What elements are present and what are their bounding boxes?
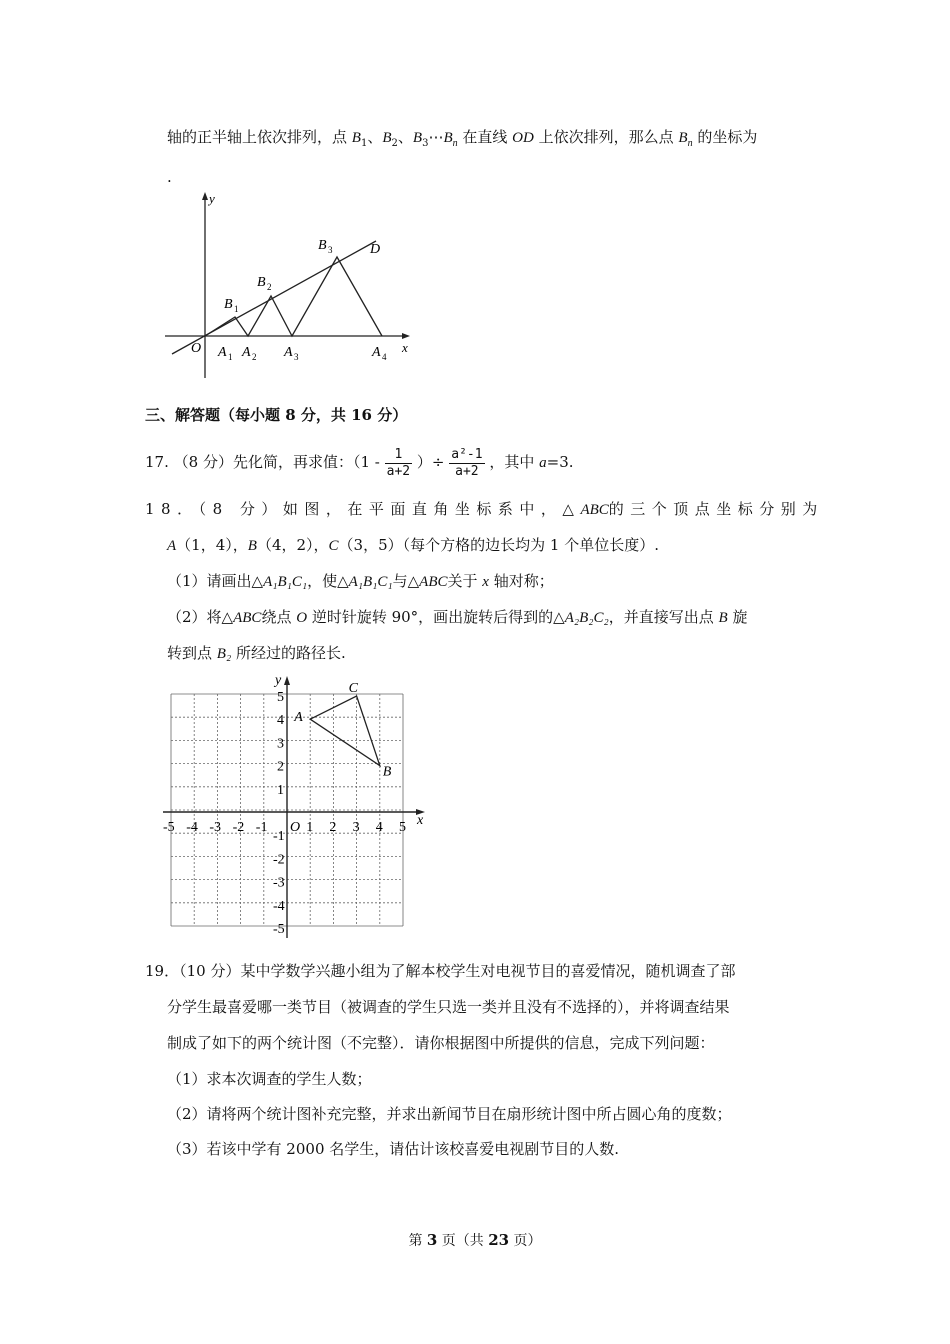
b2-label — [257, 275, 272, 292]
y-tick-label: -4 — [273, 898, 285, 914]
triangle-abc — [310, 696, 380, 766]
a1-label — [217, 345, 233, 362]
x-tick-label: -1 — [255, 820, 268, 835]
fraction-2: $\frac{\text{a²-1}}{a+2}$ — [451, 446, 483, 479]
question-19-part3: （3）若该中学有 2000 名学生，请估计该校喜爱电视剧节目的人数. — [167, 1140, 620, 1158]
svg-text:4: 4 — [382, 352, 387, 362]
question-17: 17. （8 分）先化简，再求值：（1 - $\frac{1}{a+2}$ ）÷ $\frac{\text{a²-1}}{a+2}$ ，其中 a=3. — [145, 446, 574, 479]
total-pages: 23 — [488, 1231, 510, 1249]
origin-label: O — [191, 341, 202, 356]
question-19-part1: （1）求本次调查的学生人数； — [167, 1070, 372, 1088]
grid-origin-label: O — [290, 820, 301, 835]
x-axis-arrow-icon — [402, 333, 410, 339]
svg-text:2: 2 — [252, 352, 257, 362]
svg-text:2: 2 — [267, 282, 272, 292]
d-label: D — [370, 242, 381, 257]
point-a-label: A — [294, 710, 303, 726]
x-tick-label: 4 — [375, 820, 383, 835]
y-tick-label: 5 — [277, 690, 284, 705]
svg-text:1: 1 — [228, 352, 233, 362]
grid-y-arrow-icon — [284, 676, 290, 685]
grid-x-label: x — [417, 813, 424, 828]
question-19-line1: 19．（10 分）某中学数学兴趣小组为了解本校学生对电视节目的喜爱情况，随机调查了部 — [145, 962, 736, 980]
question-19-line3: 制成了如下的两个统计图（不完整）．请你根据图中所提供的信息，完成下列问题： — [167, 1034, 715, 1052]
question-18-part2: （2）将△ABC绕点 O 逆时针旋转 90°，画出旋转后得到的△A₂B₂C₂，并直接写出点 B 旋 — [167, 608, 748, 626]
y-label: y — [209, 191, 215, 206]
b3-label — [318, 238, 333, 255]
svg-text:B: B — [224, 297, 233, 312]
x-label: x — [402, 340, 408, 355]
y-tick-label: 2 — [277, 759, 284, 775]
point-c-label: C — [348, 681, 358, 696]
y-tick-label: -1 — [273, 829, 285, 845]
fraction-1: $\frac{1}{a+2}$ — [386, 446, 411, 479]
svg-text:1: 1 — [234, 304, 239, 314]
a3-label — [283, 345, 299, 362]
intro-line: 轴的正半轴上依次排列，点 $B_1$、$B_2$、$B_3\cdots B_n$ 在直线 OD 上依次排列，那么点 $B_n$ 的坐标为 — [167, 128, 758, 149]
x-tick-label: 3 — [352, 820, 360, 835]
x-tick-label: -4 — [186, 820, 198, 835]
y-axis-arrow-icon — [202, 192, 208, 200]
svg-text:A: A — [242, 345, 251, 360]
b1-label — [224, 297, 239, 314]
y-tick-label: -2 — [273, 852, 285, 868]
tick-labels — [163, 690, 406, 937]
x-tick-label: 2 — [329, 820, 337, 835]
current-page: 3 — [426, 1231, 438, 1249]
answer-blank-dot: . — [167, 168, 172, 186]
x-tick-label: -2 — [232, 820, 245, 835]
y-tick-label: -5 — [273, 922, 285, 937]
svg-text:A: A — [218, 345, 227, 360]
a4-label — [371, 345, 387, 362]
x-tick-label: -5 — [163, 820, 175, 835]
question-18-line1: 18．（8 分）如图，在平面直角坐标系中，△ABC的三个顶点坐标分别为 — [145, 500, 824, 518]
question-19-line2: 分学生最喜爱哪一类节目（被调查的学生只选一类并且没有不选择的），并将调查结果 — [167, 998, 730, 1016]
svg-text:A: A — [284, 345, 293, 360]
a2-label — [241, 345, 257, 362]
svg-text:B: B — [318, 238, 327, 253]
svg-text:A: A — [372, 345, 381, 360]
point-b-label: B — [382, 764, 392, 780]
svg-text:B: B — [257, 275, 266, 290]
question-19-part2: （2）请将两个统计图补充完整，并求出新闻节目在扇形统计图中所占圆心角的度数； — [167, 1105, 732, 1123]
page-footer: 第 3 页（共 23 页） — [408, 1231, 542, 1249]
x-tick-label: 1 — [306, 820, 314, 835]
svg-text:3: 3 — [294, 352, 299, 362]
svg-text:3: 3 — [328, 245, 333, 255]
y-tick-label: 1 — [277, 782, 284, 798]
section-heading: 三、解答题（每小题 8 分，共 16 分） — [145, 406, 408, 424]
triangle-shape — [310, 696, 380, 766]
question-18-part1: （1）请画出△A₁B₁C₁，使△A₁B₁C₁与△ABC关于 x 轴对称； — [167, 572, 554, 590]
x-tick-label: -3 — [209, 820, 222, 835]
zigzag-figure — [160, 190, 420, 385]
grid-y-label: y — [275, 673, 282, 688]
question-18-part2-cont: 转到点 B₂ 所经过的路径长. — [167, 644, 346, 662]
y-tick-label: 4 — [277, 713, 284, 729]
coordinate-grid-figure — [155, 670, 445, 942]
y-tick-label: -3 — [273, 875, 285, 891]
y-tick-label: 3 — [277, 736, 284, 752]
question-18-line2: A（1，4），B（4，2），C（3，5）（每个方格的边长均为 1 个单位长度）. — [167, 536, 659, 554]
x-tick-label: 5 — [399, 820, 406, 835]
line-od — [172, 241, 376, 354]
